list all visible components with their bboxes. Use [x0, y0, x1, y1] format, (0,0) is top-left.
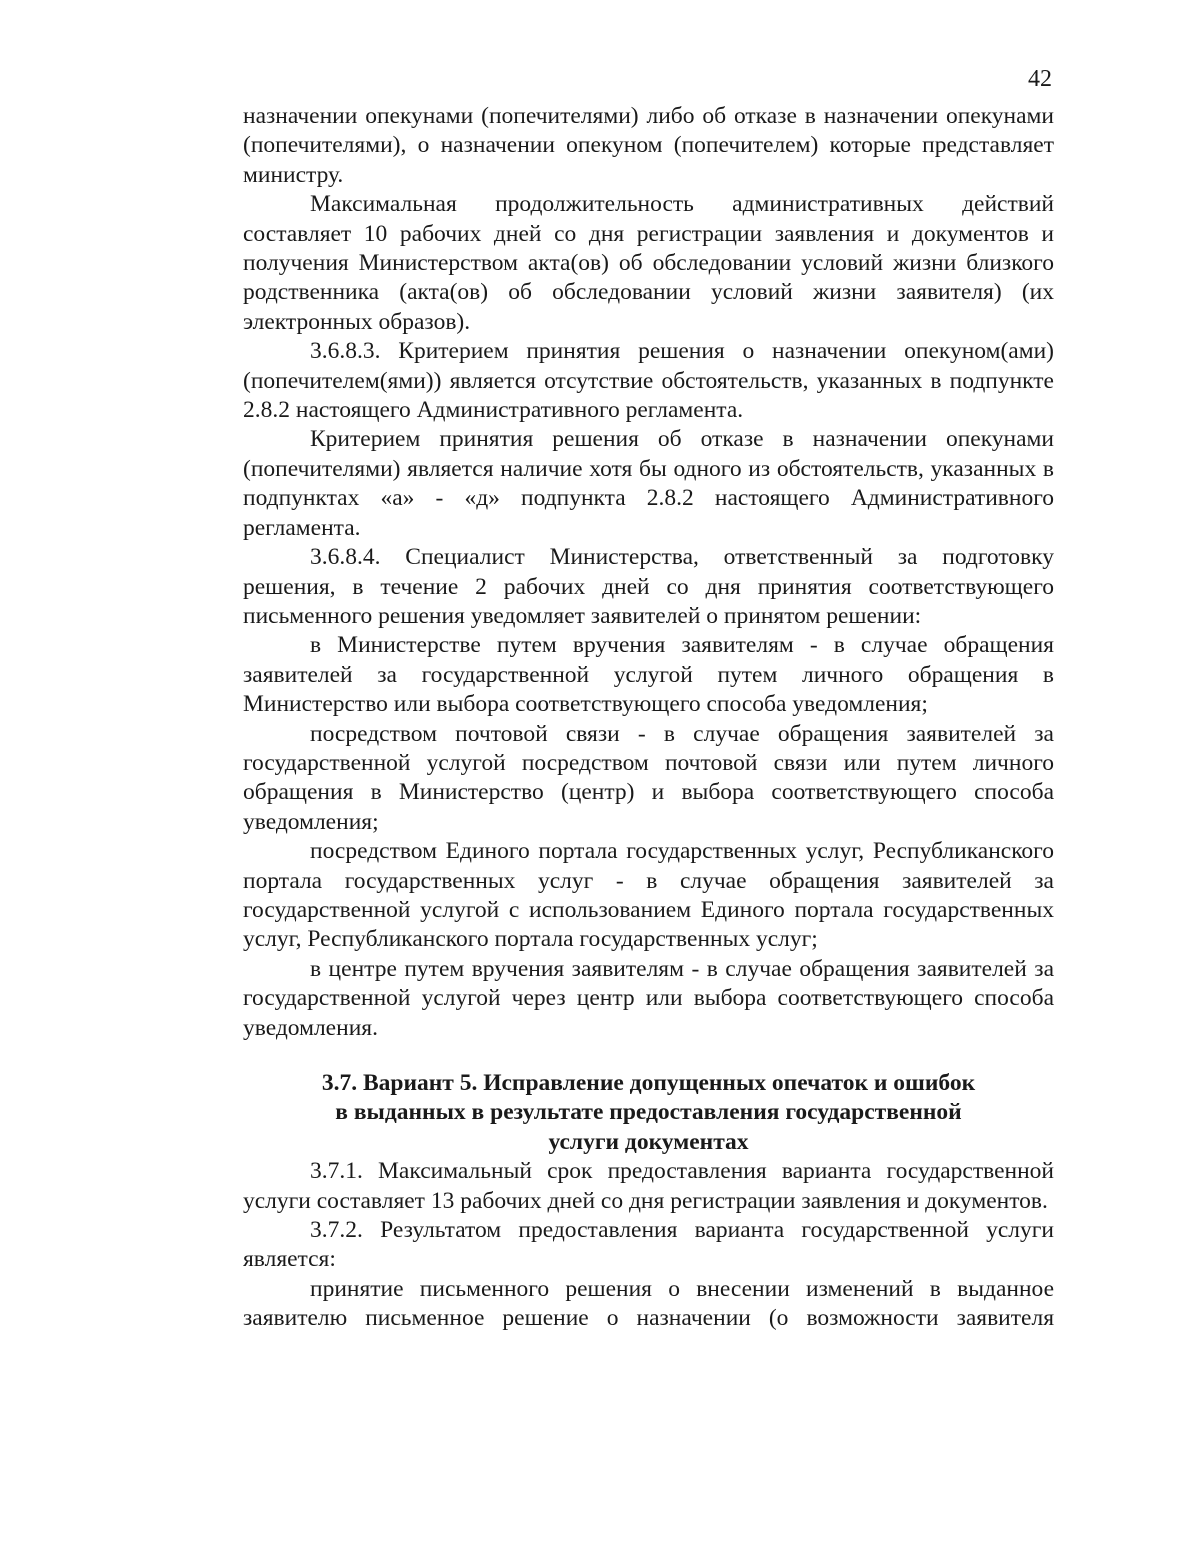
paragraph: Максимальная продолжительность административных действий составляет 10 рабочих дней со дня регистрации заявления и документов и получения Министерством акта(ов) об обследовании условий жизни близкого родственника (акта(ов) об обследовании условий жизни заявителя) (их электронных образов). [243, 191, 1054, 335]
paragraph: принятие письменного решения о внесении изменений в выданное заявителю письменное решение о назначении (о возможности заявителя [243, 1275, 1054, 1332]
document-body [243, 102, 1054, 1334]
paragraphs-after [243, 1157, 1054, 1333]
paragraph: посредством Единого портала государственных услуг, Республиканского портала государственных услуг - в случае обращения заявителей за государственной услугой с использованием Единого портала государственных услуг, Республиканского портала государственных услуг; [243, 838, 1054, 953]
section-heading [243, 1069, 1054, 1157]
paragraph: 3.6.8.3. Критерием принятия решения о назначении опекуном(ами) (попечителем(ями)) является отсутствие обстоятельств, указанных в подпункте 2.8.2 настоящего Административного регламента. [243, 338, 1054, 424]
page-number: 42 [1028, 66, 1052, 92]
paragraph: Критерием принятия решения об отказе в назначении опекунами (попечителями) является наличие хотя бы одного из обстоятельств, указанных в подпунктах «а» - «д» подпункта 2.8.2 настоящего Административного регламента. [243, 426, 1054, 541]
paragraph: 3.7.1. Максимальный срок предоставления варианта государственной услуги составляет 13 рабочих дней со дня регистрации заявления и документов. [243, 1158, 1054, 1214]
section-heading-line: в выданных в результате предоставления государственной [335, 1099, 962, 1126]
section-heading-line: 3.7. Вариант 5. Исправление допущенных опечаток и ошибок [321, 1070, 976, 1096]
paragraph: в центре путем вручения заявителям - в случае обращения заявителей за государственной услугой через центр или выбора соответствующего способа уведомления. [243, 955, 1054, 1041]
paragraphs-before [243, 102, 1054, 1043]
section-heading-line: услуги документах [548, 1128, 749, 1155]
paragraph: назначении опекунами (попечителями) либо об отказе в назначении опекунами (попечителями), о назначении опекуном (попечителем) которые представляет министру. [243, 103, 1054, 188]
paragraph: 3.6.8.4. Специалист Министерства, ответственный за подготовку решения, в течение 2 рабочих дней со дня принятия соответствующего письменного решения уведомляет заявителей о принятом решении: [243, 544, 1054, 629]
paragraph: посредством почтовой связи - в случае обращения заявителей за государственной услугой посредством почтовой связи или путем личного обращения в Министерство (центр) и выбора соответствующего способа уведомления; [243, 720, 1054, 835]
paragraph: 3.7.2. Результатом предоставления варианта государственной услуги является: [243, 1217, 1054, 1273]
paragraph: в Министерстве путем вручения заявителям - в случае обращения заявителей за государственной услугой путем личного обращения в Министерство или выбора соответствующего способа уведомления; [243, 632, 1054, 718]
